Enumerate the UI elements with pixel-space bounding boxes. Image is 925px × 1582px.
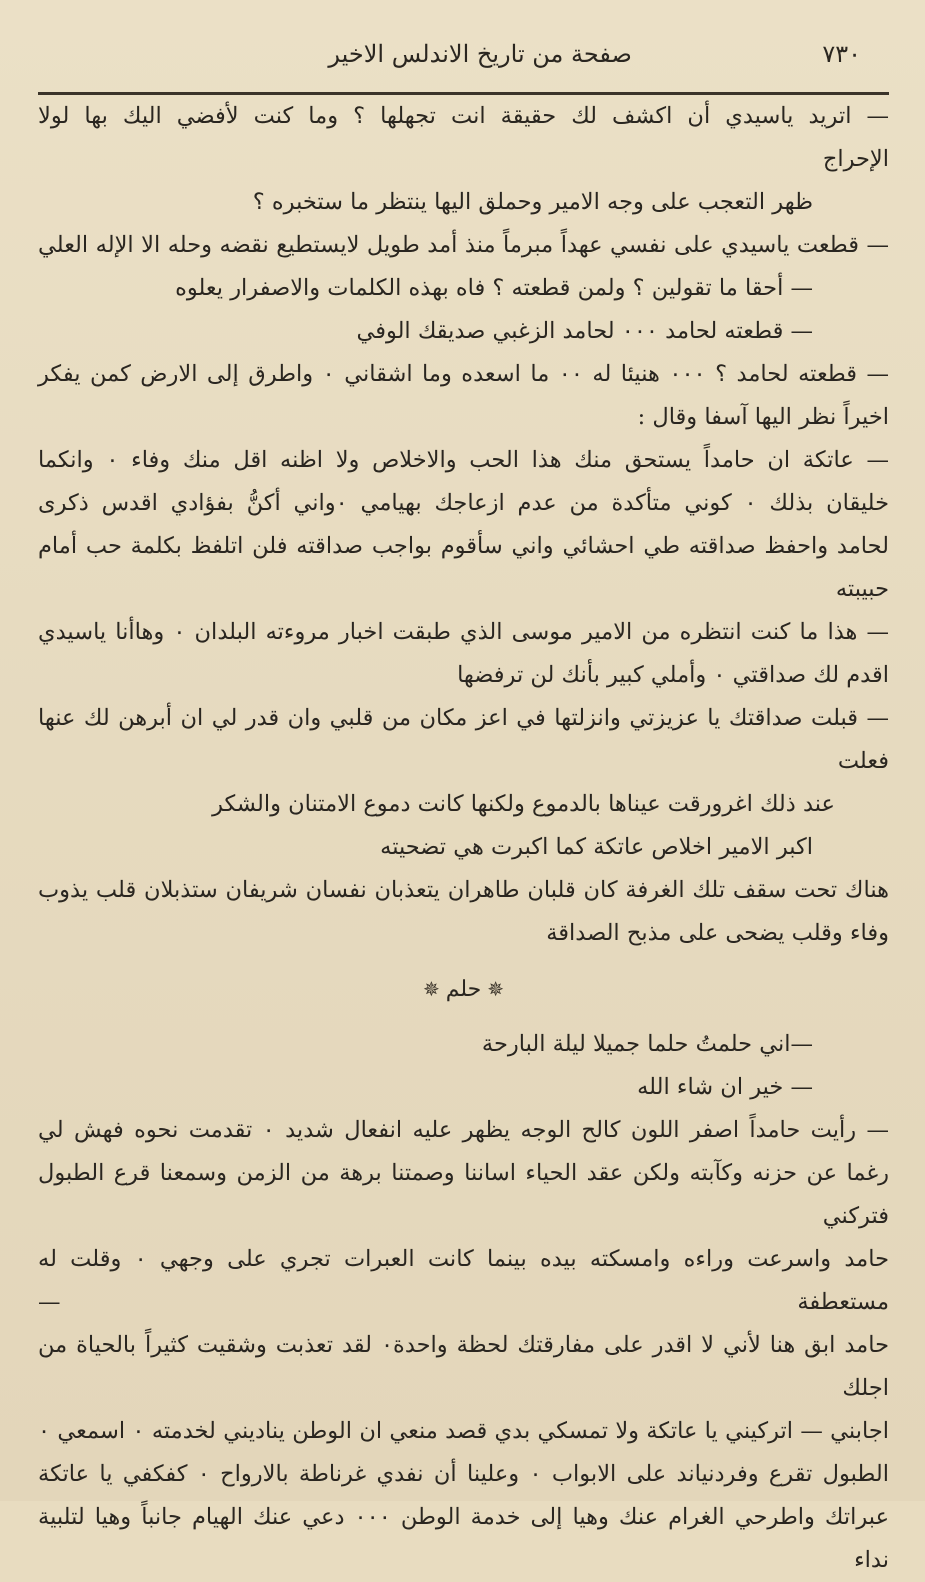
text-line: عبراتك واطرحي الغرام عنك وهيا إلى خدمة الوطن ٠٠٠ دعي عنك الهيام جانباً وهيا لتلبية نداء — [38, 1504, 889, 1573]
text-line: لحامد واحفظ صداقته طي احشائي واني سأقوم بواجب صداقته فلن اتلفظ بكلمة حب أمام حبيبته — [38, 533, 889, 602]
text-line: — أحقا ما تقولين ؟ ولمن قطعته ؟ فاه بهذه الكلمات والاصفرار يعلوه — [175, 275, 813, 301]
text-line: اكبر الامير اخلاص عاتكة كما اكبرت هي تضحيته — [380, 834, 813, 860]
star-ornament-icon: ✵ — [487, 977, 505, 1001]
text-line: الطبول تقرع وفردنياند على الابواب ٠ وعلينا أن نفدي غرناطة بالارواح ٠ كفكفي يا عاتكة — [38, 1461, 889, 1487]
text-line: ظهر التعجب على وجه الامير وحملق اليها ينتظر ما ستخبره ؟ — [252, 189, 813, 215]
page-number: ٧٣٠ — [822, 40, 861, 68]
text-line: اجابني — اتركيني يا عاتكة ولا تمسكي بدي قصد منعي ان الوطن يناديني لخدمته ٠ اسمعي ٠ — [38, 1418, 889, 1444]
text-line: — هذا ما كنت انتظره من الامير موسى الذي طبقت اخبار مروءته البلدان ٠ وهاأنا ياسيدي — [38, 619, 889, 645]
text-line: اخيراً نظر اليها آسفا وقال : — [637, 404, 889, 430]
page-body — [38, 95, 889, 1582]
text-line: اقدم لك صداقتي ٠ وأملي كبير بأنك لن ترفضها — [457, 662, 889, 688]
text-block-2 — [38, 1023, 889, 1582]
text-line: — عاتكة ان حامداً يستحق منك هذا الحب والاخلاص ولا اظنه اقل منك وفاء ٠ وانكما — [38, 447, 889, 473]
text-line: وفاء وقلب يضحى على مذبح الصداقة — [546, 920, 889, 946]
text-line: — اتريد ياسيدي أن اكشف لك حقيقة انت تجهلها ؟ وما كنت لأفضي اليك بها لولا — [38, 103, 889, 129]
text-line: — قطعته لحامد ؟ ٠٠٠ هنيئا له ٠٠ ما اسعده وما اشقاني ٠ واطرق إلى الارض كمن يفكر — [38, 361, 890, 387]
text-line: هناك تحت سقف تلك الغرفة كان قلبان طاهران يتعذبان نفسان شريفان ستذبلان قلب يذوب — [38, 877, 889, 903]
text-line: حامد واسرعت وراءه وامسكته بيده بينما كانت العبرات تجري على وجهي ٠ وقلت له مستعطفة — — [38, 1246, 889, 1315]
text-line: — رأيت حامداً اصفر اللون كالح الوجه يظهر عليه انفعال شديد ٠ تقدمت نحوه فهش لي — [38, 1117, 890, 1143]
section-ornament — [38, 959, 889, 1019]
text-line: حامد ابق هنا لأني لا اقدر على مفارقتك لحظة واحدة٠ لقد تعذبت وشقيت كثيراً بالحياة من اجلك — [38, 1332, 889, 1401]
text-line: — قبلت صداقتك يا عزيزتي وانزلتها في اعز مكان من قلبي وان قدر لي ان أبرهن لك عنها فعلت — [38, 705, 889, 774]
text-line: — خير ان شاء الله — [637, 1074, 813, 1100]
text-line: الإحراج — [822, 146, 889, 172]
text-line: — قطعت ياسيدي على نفسي عهداً مبرماً منذ أمد طويل لايستطيع نقضه وحله الا الإله العلي — [38, 232, 889, 258]
section-title: حلم — [445, 977, 482, 1002]
page-header — [38, 40, 889, 82]
text-line: عند ذلك اغرورقت عيناها بالدموع ولكنها كانت دموع الامتنان والشكر — [212, 791, 835, 817]
text-line: رغما عن حزنه وكآبته ولكن عقد الحياء اساننا وصمتنا برهة من الزمن وسمعنا قرع الطبول فتركني — [38, 1160, 889, 1229]
text-block-1 — [38, 95, 889, 955]
star-ornament-icon: ✵ — [422, 977, 440, 1001]
text-line: خليقان بذلك ٠ كوني متأكدة من عدم ازعاجك بهيامي ٠واني أكنُّ بفؤادي اقدس ذكرى — [38, 490, 889, 516]
running-title: صفحة من تاريخ الاندلس الاخير — [328, 40, 632, 68]
text-line: — قطعته لحامد ٠٠٠ لحامد الزغبي صديقك الوفي — [356, 318, 813, 344]
text-line: —اني حلمتُ حلما جميلا ليلة البارحة — [481, 1031, 813, 1057]
